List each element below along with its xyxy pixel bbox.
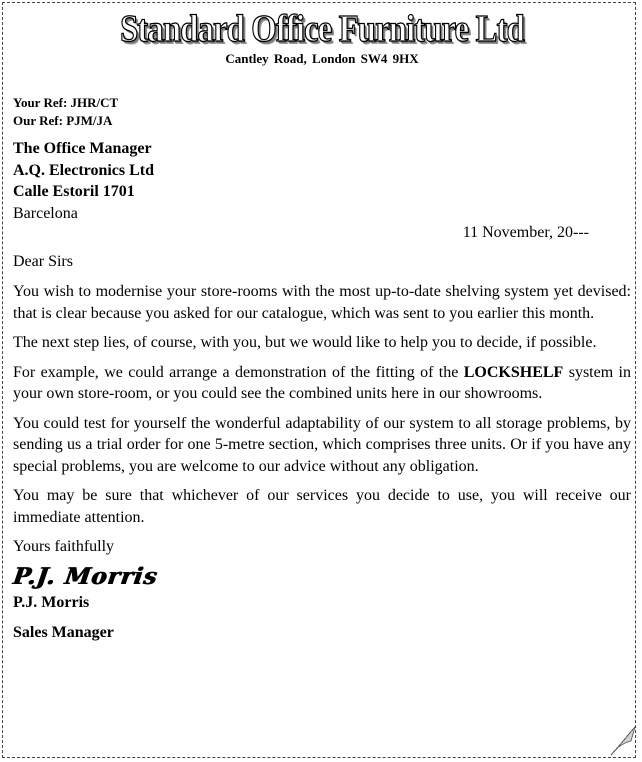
paragraph-3-start: For example, we could arrange a demonstration of the fitting of the <box>13 363 464 381</box>
signer-name: P.J. Morris <box>13 594 90 611</box>
complimentary-close: Yours faithfully <box>13 538 115 555</box>
handwritten-signature: P.J. Morris <box>11 563 160 590</box>
recipient-line-2: A.Q. Electronics Ltd <box>13 161 155 179</box>
company-address: Cantley Road, London SW4 9HX <box>225 51 419 66</box>
letter-page <box>2 2 636 758</box>
recipient-line-4: Barcelona <box>13 204 78 222</box>
paragraph-4: You could test for yourself the wonderful adaptability of our system to all storage problems, by sending us a trial order for one 5-metre section, which comprises three units. Or if you have any special problems, you are welcome to our advice without any obligation. <box>13 414 631 475</box>
your-reference: Your Ref: JHR/CT <box>13 95 119 110</box>
paragraph-1: You wish to modernise your store-rooms with the most up-to-date shelving system yet devised: that is clear because you asked for our catalogue, which was sent to you earlier this month. <box>13 283 631 322</box>
recipient-line-3: Calle Estoril 1701 <box>13 183 135 200</box>
reference-block <box>13 94 631 130</box>
our-reference: Our Ref: PJM/JA <box>13 113 113 128</box>
recipient-line-1: The Office Manager <box>13 140 152 157</box>
product-name: LOCKSHELF <box>463 363 564 381</box>
company-name: Standard Office Furniture Ltd <box>120 8 524 50</box>
letter-date: 11 November, 20--- <box>462 224 589 241</box>
paragraph-2: The next step lies, of course, with you, but we would like to help you to decide, if possible. <box>13 334 597 351</box>
paragraph-3-end: system in your own store-room, or you could see the combined units here in our showrooms. <box>13 363 631 402</box>
letter-content <box>13 9 631 644</box>
page-curl-icon <box>601 725 635 757</box>
letterhead <box>13 9 631 67</box>
recipient-address <box>13 138 631 224</box>
salutation: Dear Sirs <box>13 253 73 270</box>
signer-title: Sales Manager <box>13 624 114 641</box>
paragraph-3 <box>13 362 631 405</box>
paragraph-5: You may be sure that whichever of our services you decide to use, you will receive our immediate attention. <box>13 487 631 526</box>
